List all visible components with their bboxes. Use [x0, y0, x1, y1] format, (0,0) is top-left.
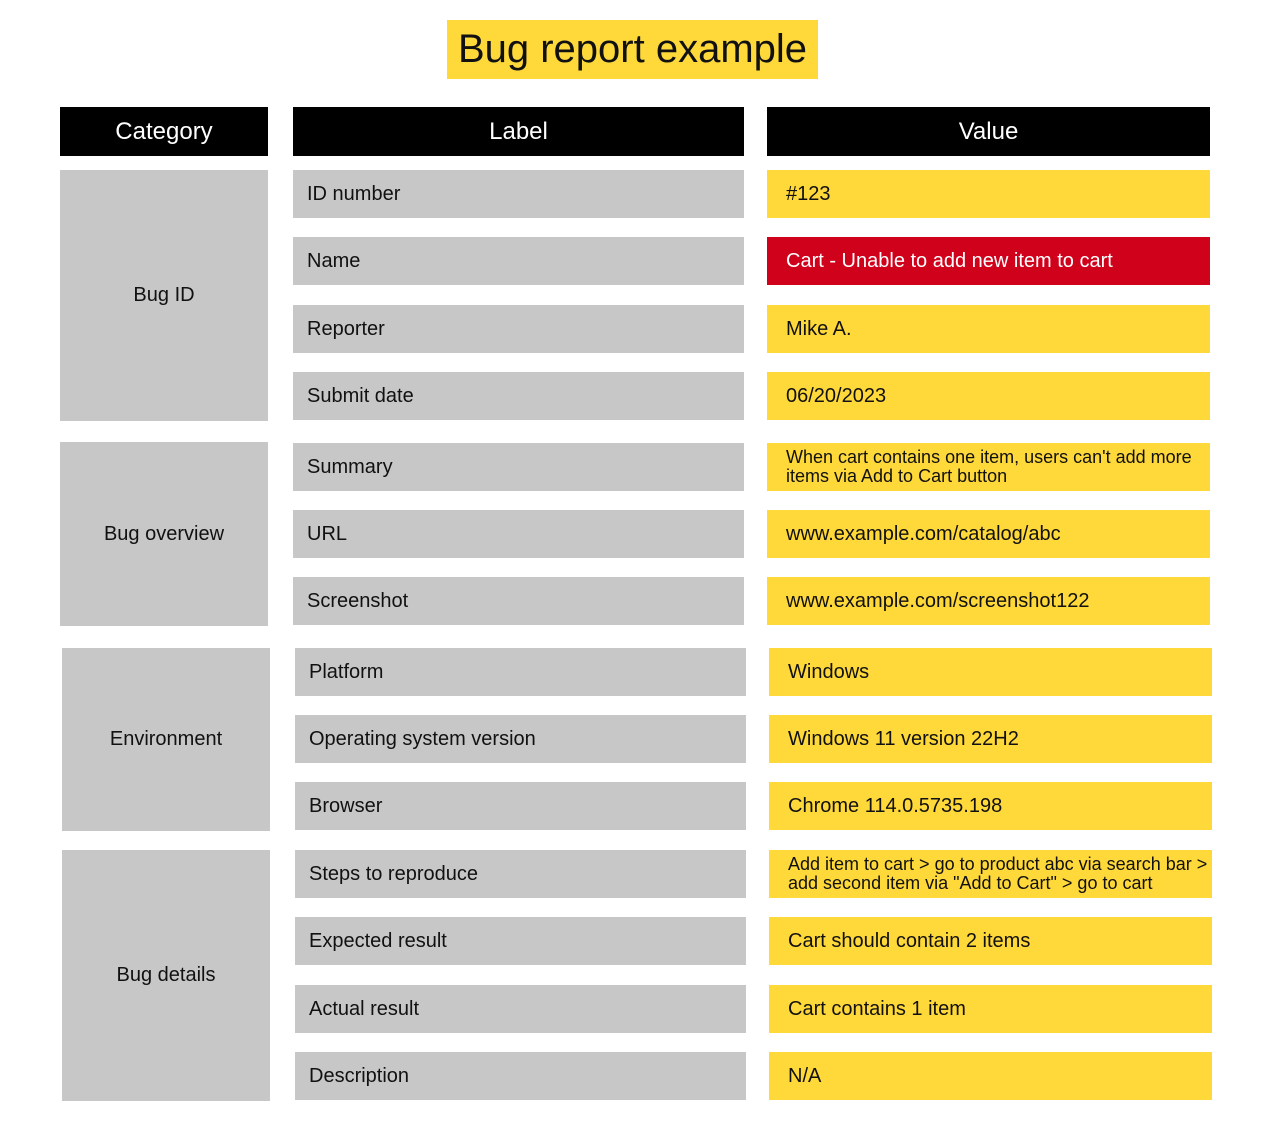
value-platform: Windows	[769, 648, 1212, 696]
label-steps-to-reproduce: Steps to reproduce	[295, 850, 746, 898]
value-screenshot: www.example.com/screenshot122	[767, 577, 1210, 625]
value-submit-date: 06/20/2023	[767, 372, 1210, 420]
label-screenshot: Screenshot	[293, 577, 744, 625]
value-id-number: #123	[767, 170, 1210, 218]
label-summary: Summary	[293, 443, 744, 491]
value-steps-to-reproduce: Add item to cart > go to product abc via search bar > add second item via "Add to Cart" > go to cart	[769, 850, 1212, 898]
value-name: Cart - Unable to add new item to cart	[767, 237, 1210, 285]
label-os-version: Operating system version	[295, 715, 746, 763]
value-summary: When cart contains one item, users can't add more items via Add to Cart button	[767, 443, 1210, 491]
label-expected-result: Expected result	[295, 917, 746, 965]
label-actual-result: Actual result	[295, 985, 746, 1033]
category-bug-overview: Bug overview	[60, 442, 268, 626]
header-value: Value	[767, 107, 1210, 156]
value-browser: Chrome 114.0.5735.198	[769, 782, 1212, 830]
value-reporter: Mike A.	[767, 305, 1210, 353]
value-description: N/A	[769, 1052, 1212, 1100]
category-bug-id: Bug ID	[60, 170, 268, 421]
category-environment: Environment	[62, 648, 270, 831]
value-url: www.example.com/catalog/abc	[767, 510, 1210, 558]
value-os-version: Windows 11 version 22H2	[769, 715, 1212, 763]
label-platform: Platform	[295, 648, 746, 696]
label-name: Name	[293, 237, 744, 285]
label-description: Description	[295, 1052, 746, 1100]
header-category: Category	[60, 107, 268, 156]
label-submit-date: Submit date	[293, 372, 744, 420]
label-id-number: ID number	[293, 170, 744, 218]
category-bug-details: Bug details	[62, 850, 270, 1101]
label-reporter: Reporter	[293, 305, 744, 353]
value-expected-result: Cart should contain 2 items	[769, 917, 1212, 965]
page-title: Bug report example	[447, 20, 818, 79]
header-label: Label	[293, 107, 744, 156]
label-url: URL	[293, 510, 744, 558]
value-actual-result: Cart contains 1 item	[769, 985, 1212, 1033]
label-browser: Browser	[295, 782, 746, 830]
